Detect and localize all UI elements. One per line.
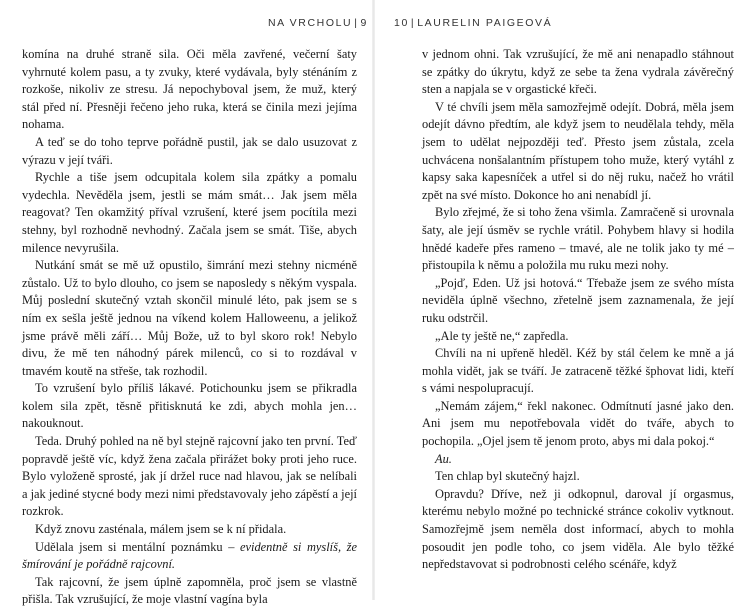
right-page-text [422, 46, 734, 574]
paragraph: v jednom ohni. Tak vzrušující, že mě ani nenapadlo stáhnout se zpátky do úkrytu, když ze sebe ta žena vydrala závěrečný sten a napjala se v orgastické křeči. [422, 47, 734, 97]
right-page [374, 0, 748, 600]
left-page [0, 0, 374, 607]
exclamation-text: Au. [435, 451, 452, 466]
paragraph: Rychle a tiše jsem odcupitala kolem sila zpátky a pomalu vydechla. Nevěděla jsem, jestli se mám smát… Jak jsem měla reagovat? Ten okamžitý příval vzrušení, které jsem pocítila mezi stehny, byl rozhodně nevhodný. Začala jsem se smát. Tiše, abych milence nevyrušila. [22, 170, 357, 255]
paragraph: V té chvíli jsem měla samozřejmě odejít. Dobrá, měla jsem odejít dávno předtím, ale když jsem to neudělala tehdy, měla jsem to udělat nejpozději teď. Přesto jsem zůstala, zcela uchvácena nonšalantním přístupem toho muže, který vytáhl z kapsy saka kapesníček a utřel si do něj ruku, načež ho vrátil zpět na své místo. Dokonce ho ani nenabídl jí. [422, 99, 734, 202]
paragraph: Teda. Druhý pohled na ně byl stejně rajcovní jako ten první. Teď popravdě ještě víc, když žena začala přirážet boky proti jeho ruce. Bylo vyloženě sprosté, jak jí držel ruce nad hlavou, jak se nelíbali a jak jediné stycné body mezi nimi představovaly jeho zápěstí a její rozkrok. [22, 434, 357, 519]
paragraph: Chvíli na ni upřeně hleděl. Kéž by stál čelem ke mně a já mohla vidět, jak se tváří. Je zatraceně těžké šphovat lidi, kteří s vámi nespolupracují. [422, 346, 734, 396]
left-running-head [268, 17, 368, 29]
paragraph: Ten chlap byl skutečný hajzl. [435, 469, 580, 484]
paragraph-with-italic-note [22, 539, 357, 574]
paragraph: To vzrušení bylo příliš lákavé. Potichounku jsem se přikradla kolem sila zpět, těsně přitisknutá ke zdi, abych mohla jen… nakouknout. [22, 381, 357, 431]
note-lead: Udělala jsem si mentální poznámku – [35, 539, 235, 554]
paragraph: Když znovu zasténala, málem jsem se k ní přidala. [35, 522, 287, 537]
paragraph: „Ale ty ještě ne,“ zapředla. [435, 328, 569, 343]
italic-exclamation [422, 451, 734, 469]
paragraph: Bylo zřejmé, že si toho žena všimla. Zamračeně si urovnala šaty, ale její úsměv se rychle vrátil. Pohybem hlavy si hodila hnědé kadeře přes rameno – tmavé, ale ne tolik jako ty mé – přistoupila k němu a položila mu ruku mezi nohy. [422, 205, 734, 273]
book-title: NA VRCHOLU [267, 17, 353, 29]
paragraph: Nutkání smát se mě už opustilo, šimrání mezi stehny nicméně zůstalo. Už to bylo dlouho, co jsem se naposledy s někým vyspala. Můj poslední skutečný vztah skončil minulé léto, pak jsem se s ním ex sešla ještě jednou na víkend kolem Halloweenu, a jelikož jsme právě měli září… Můj Bože, už to byl skoro rok! Nebylo divu, že mě ten náhodný párek milenců, co si to rozdával v tmavém koutě na střeše, tak rozhodil. [22, 258, 357, 378]
header-separator: | [354, 17, 359, 29]
paragraph: Opravdu? Dříve, než ji odkopnul, daroval jí orgasmus, kterému nebylo možné po technické stránce cokoliv vytknout. Samozřejmě jsem neměla dost informací, abych to mohla posoudit jen podle toho, co jsem viděla. Ale bylo těžké nepředstavovat si podrobnosti celého scénáře, když [422, 486, 734, 572]
paragraph: Tak rajcovní, že jsem úplně zapomněla, proč jsem se vlastně přišla. Tak vzrušující, že moje vlastní vagína byla [22, 574, 357, 607]
page-number: 9 [360, 17, 368, 29]
header-separator: | [410, 17, 416, 29]
left-page-text [22, 46, 357, 609]
italic-thought: evidentně si myslíš, že šmírování je pořádně rajcovní. [22, 539, 357, 572]
paragraph: A teď se do toho teprve pořádně pustil, jak se dalo usuzovat z výrazu v její tváři. [22, 134, 357, 167]
paragraph: „Nemám zájem,“ řekl nakonec. Odmítnutí jasné jako den. Ani jsem mu nepotřebovala vidět do tváře, abych to pochopila. „Ojel jsem tě jenom proto, abys mi dala pokoj.“ [422, 398, 734, 449]
paragraph: „Pojď, Eden. Už jsi hotová.“ Třebaže jsem ze svého místa neviděla úplně všechno, zřetelně jsem zaznamenala, že její ruku odstrčil. [422, 275, 734, 325]
paragraph: komína na druhé straně sila. Oči měla zavřené, večerní šaty vyhrnuté kolem pasu, a ty zvuky, které vydávala, byly sténáním z rozkoše, nikoliv ze stresu. Já nepochyboval jsem, že muž, který stál před ní. Přesněji řečeno jeho ruka, která se činila mezi jejíma nohama. [22, 47, 357, 132]
author-name: LAURELIN PAIGEOVÁ [417, 17, 553, 29]
right-running-head [394, 17, 552, 29]
page-number: 10 [394, 17, 409, 29]
